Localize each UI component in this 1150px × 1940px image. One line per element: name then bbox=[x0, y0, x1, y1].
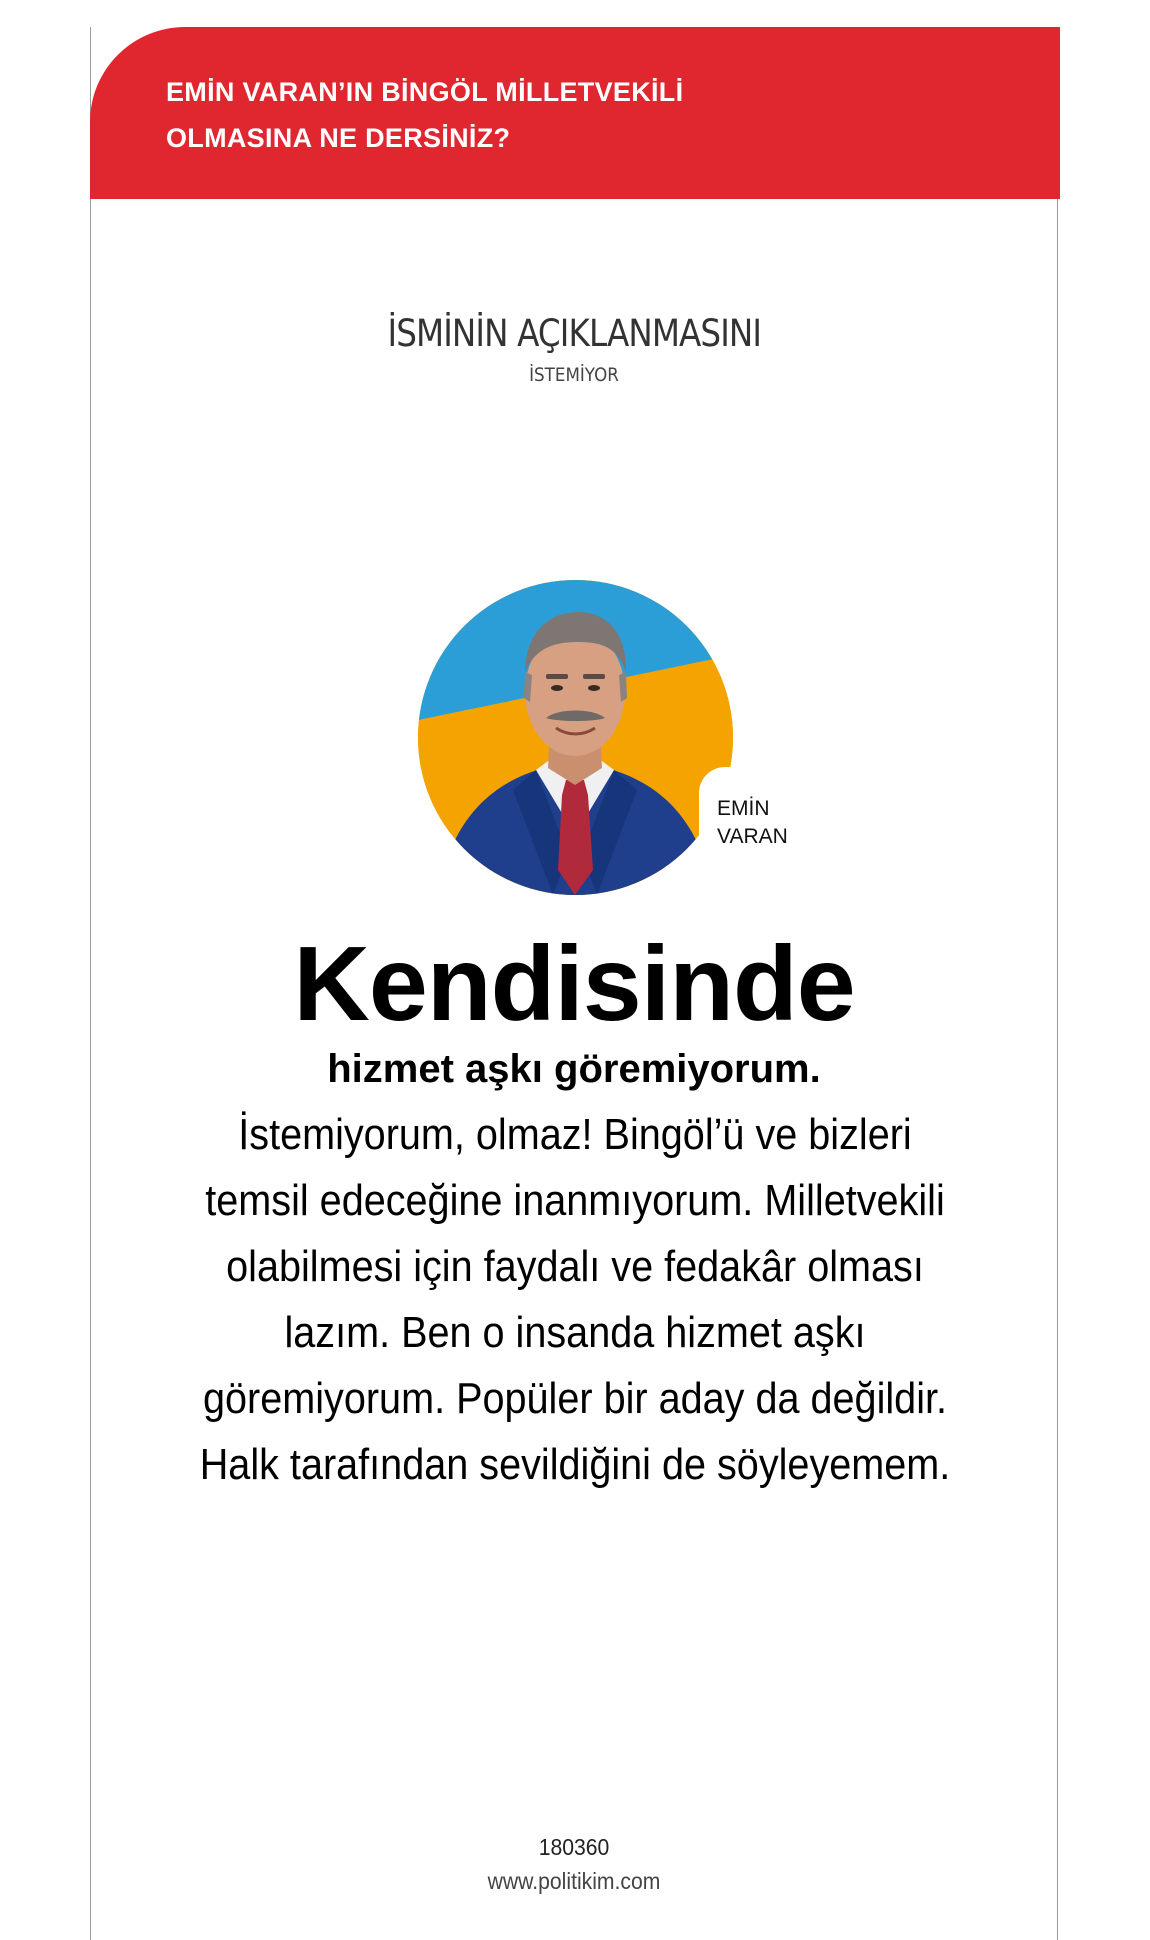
question-title bbox=[166, 69, 926, 161]
quote-headline: Kendisinde bbox=[293, 925, 855, 1043]
candidate-last-name: VARAN bbox=[717, 825, 788, 848]
respondent-name: İSMİNİN AÇIKLANMASINI bbox=[387, 312, 761, 355]
survey-card bbox=[90, 27, 1058, 1940]
footer-id: 180360 bbox=[538, 1834, 610, 1860]
question-title-line-1: EMİN VARAN’IN BİNGÖL MİLLETVEKİLİ bbox=[166, 77, 684, 107]
footer-url: www.politikim.com bbox=[487, 1868, 661, 1894]
candidate-first-name: EMİN bbox=[717, 797, 770, 820]
candidate-name-tag bbox=[699, 767, 807, 863]
question-title-line-2: OLMASINA NE DERSİNİZ? bbox=[166, 123, 511, 153]
question-header bbox=[90, 27, 1060, 199]
candidate-portrait-image bbox=[418, 580, 733, 895]
respondent-block bbox=[91, 312, 1057, 386]
candidate-photo bbox=[418, 580, 733, 895]
respondent-sublabel: İSTEMİYOR bbox=[529, 364, 619, 386]
quote-subheadline: hizmet aşkı göremiyorum. bbox=[327, 1047, 821, 1091]
quote-body: İstemiyorum, olmaz! Bingöl’ü ve bizleri temsil edeceğine inanmıyorum. Milletvekili olabilmesi için faydalı ve fedakâr olması lazım. Ben o insanda hizmet aşkı göremiyorum. Popüler bir aday da değildir. Halk tarafından sevildiğini de söyleyemem. bbox=[199, 1110, 951, 1489]
